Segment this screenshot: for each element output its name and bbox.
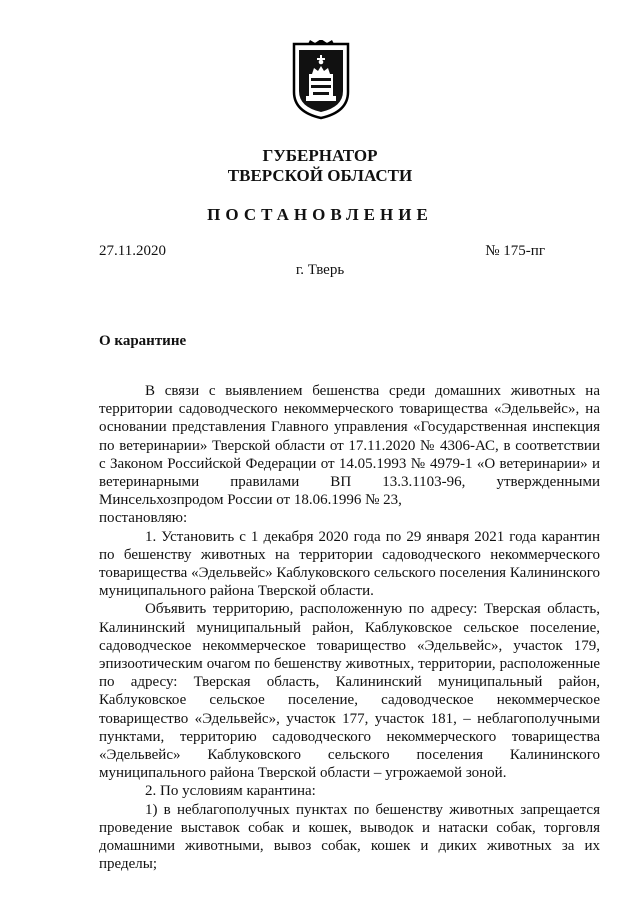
document-number: № 175-пг [485, 243, 545, 259]
document-body [99, 382, 600, 873]
body-paragraph: постановляю: [99, 510, 188, 527]
issuer-title: ГУБЕРНАТОР [262, 146, 378, 165]
document-city: г. Тверь [295, 262, 345, 278]
document-type: ПОСТАНОВЛЕНИЕ [207, 205, 433, 224]
body-paragraph: Объявить территорию, расположенную по адресу: Тверская область, Калининский муниципальный район, Каблуковское сельское поселение, садоводческое некоммерческое товарищество «Эдельвейс», участок 179, эпизоотическим очагом по бешенству животных, территории, расположенные по адресу: Тверская область, Калининский муниципальный район, Каблуковское сельское поселение, садоводческое некоммерческое товарищество «Эдельвейс», участок 177, участок 181, – неблагополучными пунктами, территорию садоводческого некоммерческого товарищества «Эдельвейс» Каблуковского сельского поселения Калининского муниципального района Тверской области – угрожаемой зоной. [99, 601, 600, 782]
body-paragraph: 1) в неблагополучных пунктах по бешенству животных запрещается проведение выставок собак и кошек, выводок и натаски собак, торговля домашними животными, вывоз собак, кошек и диких животных за их пределы; [99, 801, 600, 873]
document-subject: О карантине [99, 333, 187, 349]
body-paragraph: 2. По условиям карантина: [145, 783, 316, 800]
document-date: 27.11.2020 [99, 243, 166, 259]
issuer-region: ТВЕРСКОЙ ОБЛАСТИ [227, 166, 413, 185]
body-paragraph: 1. Установить с 1 декабря 2020 года по 29 января 2021 года карантин по бешенству животных на территории садоводческого некоммерческого товарищества «Эдельвейс» Каблуковского сельского поселения Калининского муниципального района Тверской области. [99, 528, 600, 600]
body-paragraph: В связи с выявлением бешенства среди домашних животных на территории садоводческого некоммерческого товарищества «Эдельвейс», на основании представления Главного управления «Государственная инспекция по ветеринарии» Тверской области от 17.11.2020 № 4306-АС, в соответствии с Законом Российской Федерации от 14.05.1993 № 4979-1 «О ветеринарии» и ветеринарными правилами ВП 13.3.1103-96, утвержденными Минсельхозпродом России от 18.06.1996 № 23, [99, 383, 600, 509]
tver-coat-of-arms-icon [290, 40, 352, 120]
